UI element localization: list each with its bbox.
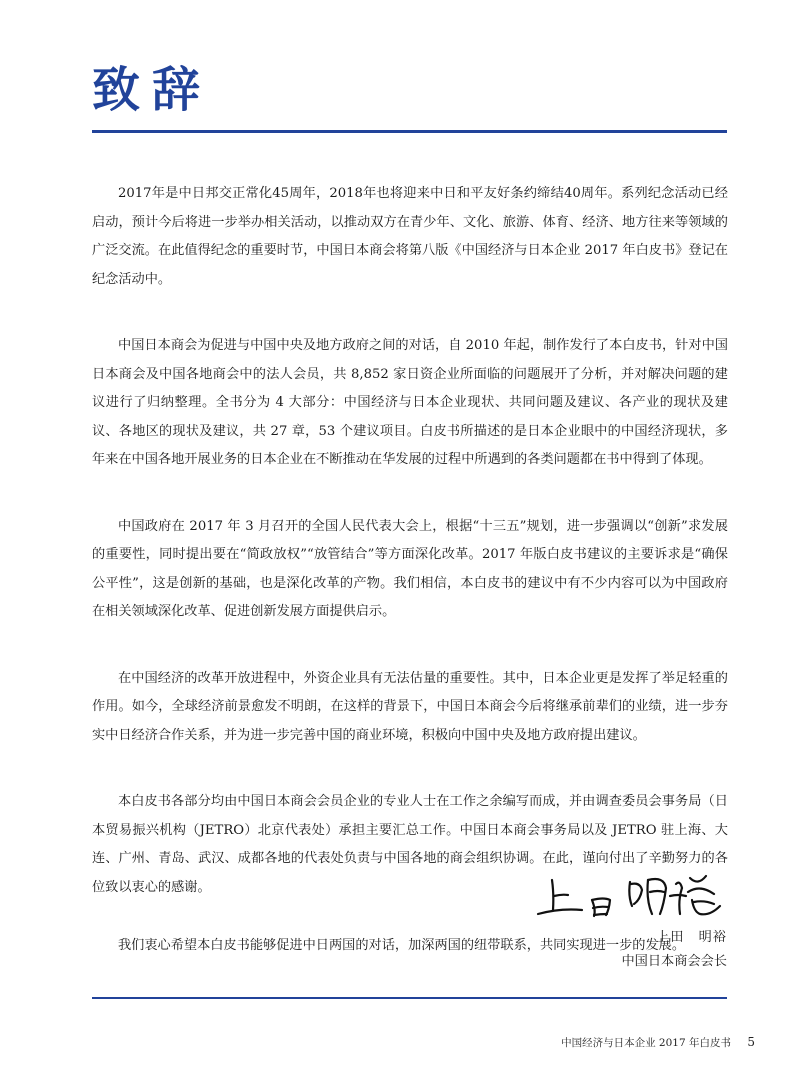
paragraph-foreign-enterprises: 在中国经济的改革开放进程中，外资企业具有无法估量的重要性。其中，日本企业更是发挥了举足轻重的作用。如今，全球经济前景愈发不明朗，在这样的背景下，中国日本商会今后将继承前辈们的业绩，进一步夯实中日经济合作关系，并为进一步完善中国的商业环境，积极向中国中央及地方政府提出建议。 (92, 670, 728, 743)
page-title: 致辞 (92, 62, 213, 118)
paragraph-acknowledgements: 本白皮书各部分均由中国日本商会会员企业的专业人士在工作之余编写而成，并由调查委员会事务局（日本贸易振兴机构（JETRO）北京代表处）承担主要汇总工作。中国日本商会事务局以及 JETRO 驻上海、大连、广州、青岛、武汉、成都各地的代表处负责与中国各地的商会组织协调。在此，谨向付出了辛勤努力的各位致以衷心的感谢。 (92, 794, 728, 895)
title-divider (92, 130, 727, 133)
signer-title: 中国日本商会会长 (621, 954, 727, 969)
page-number: 5 (747, 1035, 755, 1049)
paragraph-government-reform: 中国政府在 2017 年 3 月召开的全国人民代表大会上，根据“十三五”规划，进一步强调以“创新”求发展的重要性，同时提出要在“简政放权”“放管结合”等方面深化改革。2017 年版白皮书建议的主要诉求是“确保公平性”，这是创新的基础，也是深化改革的产物。我们相信，本白皮书的建议中有不少内容可以为中国政府在相关领域深化改革、促进创新发展方面提供启示。 (92, 518, 728, 619)
paragraph-whitepaper-overview: 中国日本商会为促进与中国中央及地方政府之间的对话，自 2010 年起，制作发行了本白皮书，针对中国日本商会及中国各地商会中的法人会员，共 8,852 家日资企业所面临的问题展开了分析，并对解决问题的建议进行了归纳整理。全书分为 4 大部分：中国经济与日本企业现状、共同问题及建议、各产业的现状及建议、各地区的现状及建议，共 27 章，53 个建议项目。白皮书所描述的是日本企业眼中的中国经济现状，多年来在中国各地开展业务的日本企业在不断推动在华发展的过程中所遇到的各类问题都在书中得到了体现。 (92, 338, 728, 467)
footer-divider (92, 997, 727, 999)
handwritten-signature (530, 870, 730, 925)
paragraph-anniversary: 2017年是中日邦交正常化45周年，2018年也将迎来中日和平友好条约缔结40周年。系列纪念活动已经启动，预计今后将进一步举办相关活动，以推动双方在青少年、文化、旅游、体育、经济、地方往来等领域的广泛交流。在此值得纪念的重要时节，中国日本商会将第八版《中国经济与日本企业 2017 年白皮书》登记在纪念活动中。 (92, 186, 728, 287)
signer-name: 上田 明裕 (656, 930, 727, 945)
paragraph-closing-wish: 我们衷心希望本白皮书能够促进中日两国的对话，加深两国的纽带联系，共同实现进一步的发展。 (118, 938, 686, 953)
footer-book-title: 中国经济与日本企业 2017 年白皮书 (561, 1037, 731, 1049)
